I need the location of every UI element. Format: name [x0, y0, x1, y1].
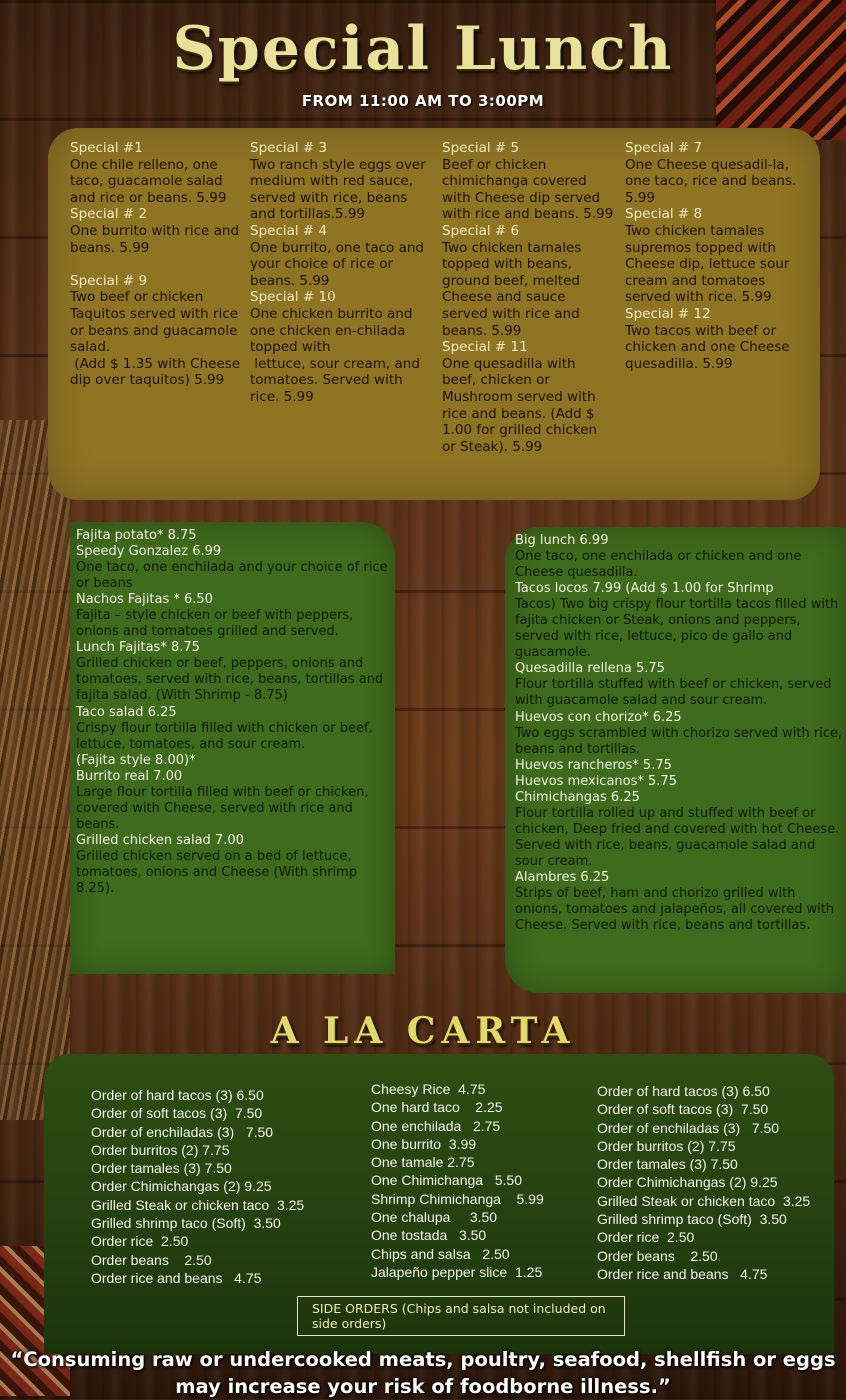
special-description: Two beef or chicken Taquitos served with rice or beans and guacamole salad. (Add $ 1.35 with Cheese dip over taquitos) 5.99: [70, 289, 241, 389]
special-label: Special # 6: [442, 222, 520, 239]
a-la-carta-item: Grilled Steak or chicken taco 3.25: [91, 1196, 305, 1213]
special-description: One burrito, one taco and your choice of rice or beans. 5.99: [250, 239, 429, 289]
lunch-items-right-list: [515, 533, 844, 934]
a-la-carta-item: One burrito 3.99: [371, 1135, 477, 1152]
lunch-item-description: Large flour tortilla filled with beef or chicken, covered with Cheese, served with rice and beans.: [76, 784, 369, 832]
a-la-carta-item: One tostada 3.50: [371, 1227, 487, 1244]
a-la-carta-heading: A LA CARTA: [270, 1010, 576, 1052]
a-la-carta-item: Order burritos (2) 7.75: [597, 1137, 736, 1154]
a-la-carta-item: Order burritos (2) 7.75: [91, 1141, 230, 1158]
lunch-item-name: Grilled chicken salad 7.00: [76, 832, 244, 848]
lunch-item: [76, 833, 391, 897]
special-item: [442, 339, 614, 455]
lunch-item-name: Fajita potato* 8.75: [76, 528, 197, 543]
specials-panel: [48, 128, 820, 500]
special-label: Special # 7: [625, 140, 703, 156]
special-label: Special # 11: [442, 339, 528, 356]
a-la-carta-item: Order of enchiladas (3) 7.50: [597, 1119, 780, 1136]
lunch-item-description: Crispy flour tortilla filled with chicken or beef, lettuce, tomatoes, and sour cream.: [76, 720, 373, 752]
lunch-item: [515, 581, 844, 661]
lunch-item-description: Grilled chicken served on a bed of lettuce, tomatoes, onions and Cheese (With shrimp 8.25).: [76, 848, 358, 897]
lunch-item-name: Chimichangas 6.25: [515, 789, 640, 805]
lunch-item: [76, 769, 391, 833]
lunch-item-name: Huevos con chorizo* 6.25: [515, 709, 682, 725]
a-la-carta-column-3: [597, 1082, 810, 1283]
lunch-item-name: Taco salad 6.25: [76, 704, 177, 720]
a-la-carta-item: Chips and salsa 2.50: [371, 1245, 510, 1262]
a-la-carta-item: One hard taco 2.25: [371, 1099, 503, 1116]
special-item: [625, 306, 803, 372]
special-label: Special # 3: [250, 140, 328, 156]
special-item: [250, 140, 432, 223]
special-description: One quesadilla with beef, chicken or Mushroom served with rice and beans. (Add $ 1.00 for grilled chicken or Steak). 5.99: [442, 355, 602, 455]
a-la-carta-item: Grilled shrimp taco (Soft) 3.50: [91, 1215, 281, 1232]
special-description: Two ranch style eggs over medium with red sauce, served with rice, beans and tortillas.5.99: [250, 156, 431, 223]
lunch-item: [76, 753, 391, 769]
a-la-carta-item: Cheesy Rice 4.75: [371, 1081, 486, 1097]
special-description: Two tacos with beef or chicken and one Cheese quesadilla. 5.99: [625, 322, 794, 372]
a-la-carta-item: Order of hard tacos (3) 6.50: [91, 1087, 264, 1103]
a-la-carta-item: Order Chimichangas (2) 9.25: [597, 1174, 778, 1191]
special-label: Special #1: [70, 140, 143, 156]
specials-column-4: [625, 140, 803, 372]
special-description: One chile relleno, one taco, guacamole salad and rice or beans. 5.99: [70, 156, 227, 206]
lunch-item-name: Lunch Fajitas* 8.75: [76, 640, 200, 656]
special-label: Special # 4: [250, 222, 328, 239]
a-la-carta-item: Order rice and beans 4.75: [91, 1269, 262, 1286]
a-la-carta-item: Grilled shrimp taco (Soft) 3.50: [597, 1211, 787, 1228]
lunch-item: [515, 790, 844, 870]
a-la-carta-item: Order beans 2.50: [91, 1251, 212, 1268]
special-item: [442, 223, 614, 339]
a-la-carta-item: Order of soft tacos (3) 7.50: [597, 1101, 769, 1118]
lunch-items-left-list: [76, 528, 391, 897]
a-la-carta-item: One chalupa 3.50: [371, 1209, 498, 1226]
special-label: Special # 2: [70, 206, 148, 223]
a-la-carta-item: Grilled Steak or chicken taco 3.25: [597, 1192, 811, 1209]
lunch-item-name: Nachos Fajitas * 6.50: [76, 592, 213, 608]
special-item: [442, 140, 614, 223]
specials-column-1: [70, 140, 248, 389]
lunch-item-description: One taco, one enchilada or chicken and one Cheese quesadilla.: [515, 549, 802, 581]
a-la-carta-item: Order beans 2.50: [597, 1247, 718, 1264]
lunch-item-name: Tacos locos 7.99 (Add $ 1.00 for Shrimp: [515, 581, 774, 597]
special-item: [625, 140, 803, 206]
lunch-item-name: Big lunch 6.99: [515, 533, 609, 548]
lunch-item: [76, 544, 391, 592]
lunch-item-description: Fajita – style chicken or beef with peppers, onions and tomatoes grilled and served.: [76, 608, 354, 640]
special-item: [70, 140, 248, 206]
special-label: Special # 12: [625, 305, 711, 322]
a-la-carta-column-2: [371, 1080, 544, 1281]
a-la-carta-column-1: [91, 1086, 304, 1287]
lunch-item-name: (Fajita style 8.00)*: [76, 752, 196, 768]
special-description: Two chicken tamales topped with beans, ground beef, melted Cheese and sauce served with rice and beans. 5.99: [442, 239, 586, 339]
special-label: Special # 10: [250, 289, 336, 306]
a-la-carta-item: Order of soft tacos (3) 7.50: [91, 1105, 263, 1122]
special-item: [250, 289, 432, 405]
lunch-item-description: Two eggs scrambled with chorizo served with rice, beans and tortillas.: [515, 725, 843, 757]
a-la-carta-item: Jalapeño pepper slice 1.25: [371, 1263, 543, 1280]
lunch-item: [515, 774, 844, 790]
a-la-carta-item: Shrimp Chimichanga 5.99: [371, 1190, 544, 1207]
lunch-item: [515, 870, 844, 934]
a-la-carta-item: Order tamales (3) 7.50: [597, 1156, 738, 1173]
a-la-carta-item: Order Chimichangas (2) 9.25: [91, 1178, 272, 1195]
lunch-item: [76, 640, 391, 704]
special-item: [70, 273, 248, 389]
lunch-item-description: Grilled chicken or beef, peppers, onions and tomatoes, served with rice, beans, tortillas and fajita salad. (With Shrimp - 8.75): [76, 656, 384, 704]
special-description: One Cheese quesadil-la, one taco, rice and beans. 5.99: [625, 156, 801, 206]
lunch-item-name: Speedy Gonzalez 6.99: [76, 544, 222, 560]
special-description: One burrito with rice and beans. 5.99: [70, 222, 244, 256]
lunch-item: [515, 661, 844, 709]
a-la-carta-item: Order of hard tacos (3) 6.50: [597, 1083, 770, 1099]
special-item: [70, 206, 248, 256]
side-orders-note: SIDE ORDERS (Chips and salsa not included on side orders): [297, 1296, 625, 1336]
lunch-item-description: Flour tortilla stuffed with beef or chicken, served with guacamole salad and sour cream.: [515, 677, 832, 709]
special-item: [250, 223, 432, 289]
lunch-items-left-panel: [70, 522, 395, 974]
a-la-carta-item: One tamale 2.75: [371, 1154, 475, 1171]
lunch-item: [76, 705, 391, 753]
lunch-item-description: Tacos) Two big crispy flour tortilla tacos filled with fajita chicken or Steak, onions and peppers, served with rice, lettuce, pico de gallo and guacamole.: [515, 597, 839, 661]
lunch-item: [76, 528, 391, 544]
lunch-item-description: One taco, one enchilada and your choice of rice or beans: [76, 560, 388, 592]
special-item: [625, 206, 803, 306]
lunch-item: [76, 592, 391, 640]
special-label: Special # 8: [625, 206, 703, 223]
special-label: Special # 5: [442, 140, 520, 156]
special-description: One chicken burrito and one chicken en-chilada topped with lettuce, sour cream, and tomatoes. Served with rice. 5.99: [250, 305, 420, 405]
a-la-carta-item: Order tamales (3) 7.50: [91, 1160, 232, 1177]
lunch-item: [515, 533, 844, 581]
lunch-item-name: Burrito real 7.00: [76, 768, 183, 784]
page-title: Special Lunch: [172, 14, 674, 84]
lunch-item-description: Strips of beef, ham and chorizo grilled with onions, tomatoes and jalapeños, all covered with Cheese. Served with rice, beans and tortillas.: [515, 886, 835, 934]
hours-subtitle: FROM 11:00 AM TO 3:00PM: [301, 92, 545, 110]
a-la-carta-item: Order rice 2.50: [91, 1233, 189, 1250]
a-la-carta-item: Order of enchiladas (3) 7.50: [91, 1123, 274, 1140]
lunch-items-right-panel: [505, 527, 846, 993]
a-la-carta-item: Order rice 2.50: [597, 1229, 695, 1246]
lunch-item: [515, 710, 844, 758]
lunch-item-name: Quesadilla rellena 5.75: [515, 661, 665, 677]
special-description: Beef or chicken chimichanga covered with Cheese dip served with rice and beans. 5.99: [442, 156, 614, 223]
specials-column-3: [442, 140, 614, 455]
special-description: Two chicken tamales supremos topped with Cheese dip, lettuce sour cream and tomatoes served with rice. 5.99: [625, 222, 794, 306]
specials-column-2: [250, 140, 432, 406]
a-la-carta-item: One Chimichanga 5.50: [371, 1172, 522, 1189]
lunch-item-name: Alambres 6.25: [515, 869, 610, 885]
a-la-carta-item: Order rice and beans 4.75: [597, 1265, 768, 1282]
lunch-item-name: Huevos mexicanos* 5.75: [515, 773, 677, 789]
food-safety-warning: “Consuming raw or undercooked meats, poultry, seafood, shellfish or eggs may increase your risk of foodborne illness.”: [10, 1348, 836, 1398]
lunch-item: [515, 758, 844, 774]
special-label: Special # 9: [70, 272, 148, 289]
lunch-item-name: Huevos rancheros* 5.75: [515, 757, 672, 773]
lunch-item-description: Flour tortilla rolled up and stuffed with beef or chicken, Deep fried and covered with hot Cheese. Served with rice, beans, guacamole salad and sour cream.: [515, 805, 840, 869]
a-la-carta-item: One enchilada 2.75: [371, 1117, 501, 1134]
